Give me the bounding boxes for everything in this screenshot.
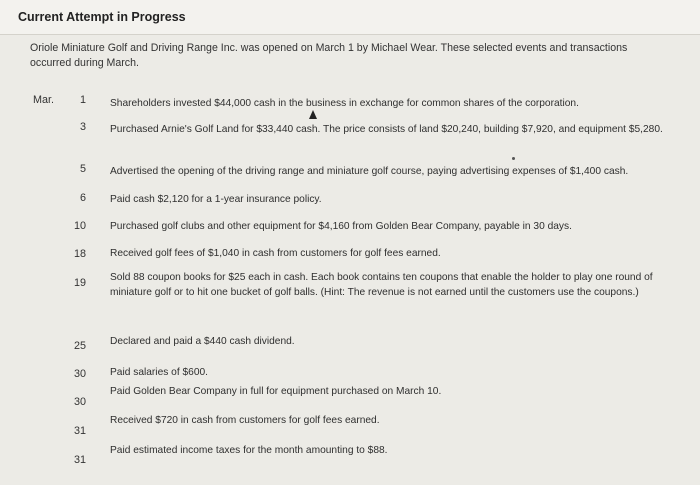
transaction-text: Purchased Arnie's Golf Land for $33,440 cash. The price consists of land $20,240, building $7,920, and equipment $5,280.	[110, 124, 663, 135]
month-label: Mar.	[33, 94, 54, 106]
transaction-text: Paid cash $2,120 for a 1-year insurance policy.	[110, 194, 322, 205]
transaction-day: 6	[79, 192, 86, 204]
transaction-day: 18	[73, 248, 86, 260]
header-bar	[0, 0, 700, 35]
transaction-text: Paid salaries of $600.	[110, 367, 208, 378]
transaction-day: 25	[73, 340, 86, 352]
transaction-text: Received $720 in cash from customers for golf fees earned.	[110, 415, 380, 426]
transaction-day: 30	[73, 396, 86, 408]
page-title: Current Attempt in Progress	[18, 10, 186, 24]
transaction-day: 19	[73, 277, 86, 289]
transaction-text: Sold 88 coupon books for $25 each in cash. Each book contains ten coupons that enable the holder to play one round of miniature golf or to hit one bucket of golf balls. (Hint: The revenue is not earned until the customers use the coupons.)	[110, 272, 653, 298]
problem-content	[0, 35, 700, 485]
transaction-text: Shareholders invested $44,000 cash in the business in exchange for common shares of the corporation.	[110, 98, 579, 109]
transaction-day: 5	[79, 163, 86, 175]
transaction-text: Purchased golf clubs and other equipment for $4,160 from Golden Bear Company, payable in 30 days.	[110, 221, 572, 232]
transaction-day: 31	[73, 425, 86, 437]
transaction-text: Paid estimated income taxes for the month amounting to $88.	[110, 445, 388, 456]
transaction-day: 10	[73, 220, 86, 232]
transaction-day: 31	[73, 454, 86, 466]
transaction-text: Declared and paid a $440 cash dividend.	[110, 336, 295, 347]
transaction-text: Paid Golden Bear Company in full for equipment purchased on March 10.	[110, 386, 442, 397]
transaction-day: 1	[79, 94, 86, 106]
dot-mark-icon	[512, 157, 515, 160]
transaction-text: Received golf fees of $1,040 in cash from customers for golf fees earned.	[110, 248, 441, 259]
mouse-cursor-icon	[309, 110, 317, 119]
transaction-text: Advertised the opening of the driving range and miniature golf course, paying advertising expenses of $1,400 cash.	[110, 166, 629, 177]
transaction-day: 30	[73, 368, 86, 380]
problem-intro: Oriole Miniature Golf and Driving Range Inc. was opened on March 1 by Michael Wear. These selected events and transactions occurred during March.	[30, 42, 628, 69]
transaction-day: 3	[79, 121, 86, 133]
